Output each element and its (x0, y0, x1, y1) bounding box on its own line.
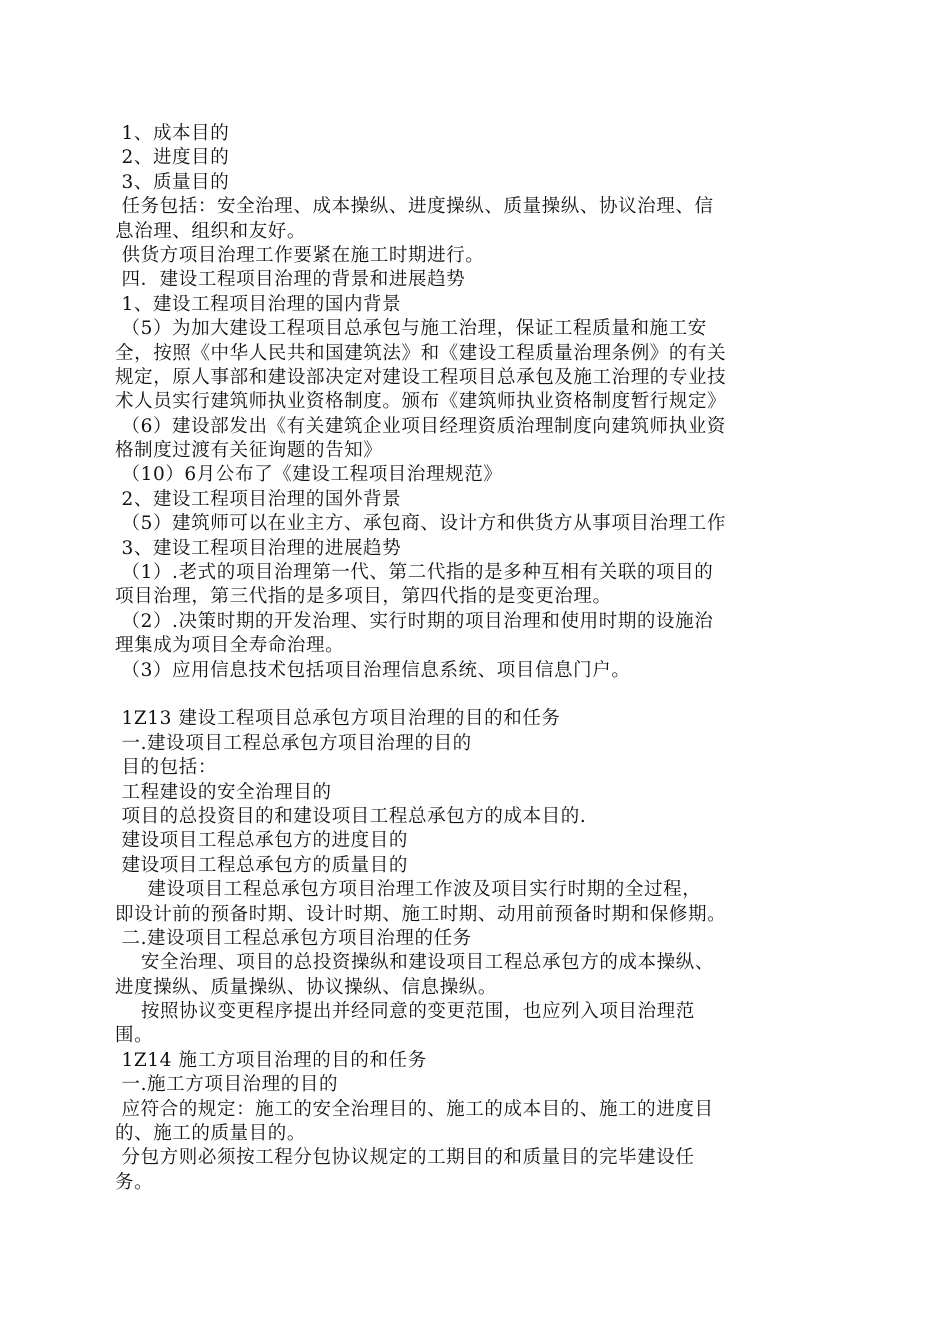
document-body (115, 122, 837, 1195)
text-line: （1）.老式的项目治理第一代、第二代指的是多种互相有关联的项目的 (115, 562, 714, 584)
text-line: 1、建设工程项目治理的国内背景 (115, 293, 402, 315)
text-line: 四．建设工程项目治理的背景和进展趋势 (115, 269, 466, 291)
text-line: 建设项目工程总承包方的进度目的 (115, 830, 408, 852)
text-line: 应符合的规定：施工的安全治理目的、施工的成本目的、施工的进度目 (115, 1098, 714, 1120)
text-line: 格制度过渡有关征询题的告知》 (115, 440, 383, 462)
text-line: 建设项目工程总承包方的质量目的 (115, 854, 408, 876)
text-line: （2）.决策时期的开发治理、实行时期的项目治理和使用时期的设施治 (115, 610, 714, 632)
text-line: 按照协议变更程序提出并经同意的变更范围，也应列入项目治理范 (115, 1001, 695, 1023)
text-line: 项目治理，第三代指的是多项目，第四代指的是变更治理。 (115, 586, 612, 608)
text-line: 理集成为项目全寿命治理。 (115, 635, 345, 657)
text-line: 1Z13 建设工程项目总承包方项目治理的目的和任务 (115, 708, 561, 730)
text-line: 目的包括： (115, 757, 217, 779)
text-line: （5）建筑师可以在业主方、承包商、设计方和供货方从事项目治理工作 (115, 513, 726, 535)
text-line: 规定，原人事部和建设部决定对建设工程项目总承包及施工治理的专业技 (115, 366, 727, 388)
text-line: 二.建设项目工程总承包方项目治理的任务 (115, 927, 472, 949)
text-line: 术人员实行建筑师执业资格制度。颁布《建筑师执业资格制度暂行规定》 (115, 391, 727, 413)
text-line: 3、质量目的 (115, 171, 230, 193)
text-line: 1Z14 施工方项目治理的目的和任务 (115, 1049, 427, 1071)
text-line: （3）应用信息技术包括项目治理信息系统、项目信息门户。 (115, 659, 631, 681)
text-line: 2、进度目的 (115, 147, 230, 169)
text-line: 务。 (115, 1171, 154, 1193)
blank-line (115, 683, 837, 707)
text-line: 2、建设工程项目治理的国外背景 (115, 488, 402, 510)
text-line: 3、建设工程项目治理的进展趋势 (115, 537, 402, 559)
text-line: 建设项目工程总承包方项目治理工作波及项目实行时期的全过程， (115, 879, 702, 901)
text-line: 进度操纵、质量操纵、协议操纵、信息操纵。 (115, 976, 498, 998)
text-line: 围。 (115, 1025, 154, 1047)
text-line: （6）建设部发出《有关建筑企业项目经理资质治理制度向建筑师执业资 (115, 415, 726, 437)
text-line: 安全治理、项目的总投资操纵和建设项目工程总承包方的成本操纵、 (115, 952, 714, 974)
text-line: 的、施工的质量目的。 (115, 1123, 307, 1145)
text-line: 工程建设的安全治理目的 (115, 781, 332, 803)
text-line: 项目的总投资目的和建设项目工程总承包方的成本目的. (115, 805, 587, 827)
text-line: 分包方则必须按工程分包协议规定的工期目的和质量目的完毕建设任 (115, 1147, 695, 1169)
text-line: （5）为加大建设工程项目总承包与施工治理，保证工程质量和施工安 (115, 318, 707, 340)
text-line: （10）6月公布了《建设工程项目治理规范》 (115, 464, 503, 486)
text-line: 息治理、组织和友好。 (115, 220, 307, 242)
text-line: 全，按照《中华人民共和国建筑法》和《建设工程质量治理条例》的有关 (115, 342, 727, 364)
text-line: 1、成本目的 (115, 123, 230, 144)
text-line: 一.建设项目工程总承包方项目治理的目的 (115, 732, 472, 754)
text-line: 供货方项目治理工作要紧在施工时期进行。 (115, 244, 485, 266)
text-line: 一.施工方项目治理的目的 (115, 1074, 339, 1096)
text-line: 即设计前的预备时期、设计时期、施工时期、动用前预备时期和保修期。 (115, 903, 727, 925)
text-line: 任务包括：安全治理、成本操纵、进度操纵、质量操纵、协议治理、信 (115, 196, 714, 218)
